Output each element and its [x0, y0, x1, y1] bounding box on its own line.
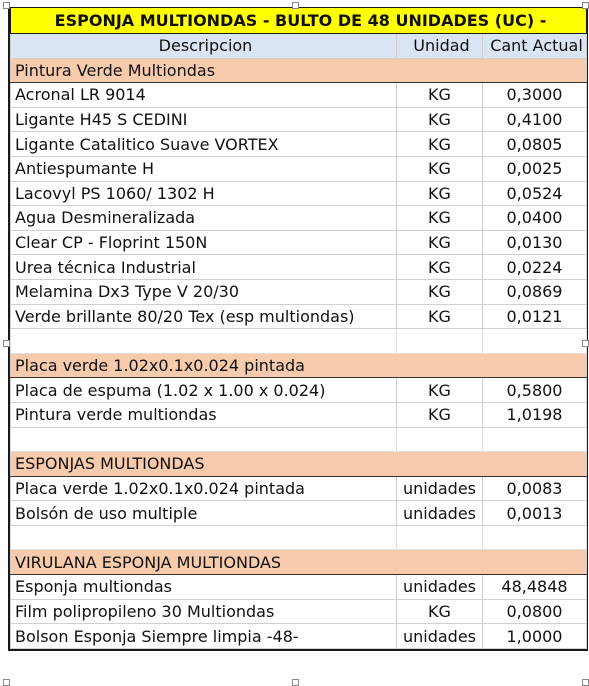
spreadsheet-range [8, 7, 588, 651]
table-row [11, 230, 587, 255]
item-unit[interactable]: unidades [397, 624, 483, 649]
selection-handle[interactable] [582, 340, 589, 347]
selection-handle[interactable] [3, 2, 10, 9]
item-description[interactable]: Agua Desmineralizada [11, 206, 397, 231]
materials-table [10, 7, 587, 649]
table-row [11, 624, 587, 649]
section-title[interactable]: Pintura Verde Multiondas [11, 58, 587, 83]
item-qty[interactable]: 0,0083 [483, 476, 587, 501]
header-unit[interactable]: Unidad [397, 34, 483, 59]
sheet-title[interactable]: ESPONJA MULTIONDAS - BULTO DE 48 UNIDADES (UC) - [11, 8, 587, 34]
item-unit[interactable]: KG [397, 83, 483, 108]
table-row [11, 304, 587, 329]
item-description[interactable]: Bolson Esponja Siempre limpia -48- [11, 624, 397, 649]
item-unit[interactable]: KG [397, 599, 483, 624]
header-qty[interactable]: Cant Actual [483, 34, 587, 59]
table-row [11, 206, 587, 231]
item-unit[interactable]: unidades [397, 575, 483, 600]
header-description[interactable]: Descripcion [11, 34, 397, 59]
item-qty[interactable]: 0,3000 [483, 83, 587, 108]
item-unit[interactable]: KG [397, 402, 483, 427]
item-qty[interactable]: 1,0000 [483, 624, 587, 649]
item-qty[interactable]: 0,0121 [483, 304, 587, 329]
item-unit[interactable]: KG [397, 304, 483, 329]
item-qty[interactable]: 0,5800 [483, 378, 587, 403]
item-qty[interactable]: 1,0198 [483, 402, 587, 427]
empty-cell[interactable] [11, 427, 397, 452]
table-row [11, 255, 587, 280]
item-unit[interactable]: KG [397, 279, 483, 304]
item-description[interactable]: Clear CP - Floprint 150N [11, 230, 397, 255]
title-row [11, 8, 587, 34]
empty-cell[interactable] [11, 329, 397, 354]
item-unit[interactable]: KG [397, 255, 483, 280]
empty-cell[interactable] [397, 427, 483, 452]
item-unit[interactable]: KG [397, 107, 483, 132]
table-row [11, 378, 587, 403]
selection-handle[interactable] [3, 679, 10, 686]
item-qty[interactable]: 0,0869 [483, 279, 587, 304]
table-row [11, 107, 587, 132]
empty-cell[interactable] [11, 525, 397, 550]
item-description[interactable]: Acronal LR 9014 [11, 83, 397, 108]
item-qty[interactable]: 0,4100 [483, 107, 587, 132]
section-title[interactable]: ESPONJAS MULTIONDAS [11, 452, 587, 477]
section-header-row [11, 58, 587, 83]
item-description[interactable]: Ligante H45 S CEDINI [11, 107, 397, 132]
item-description[interactable]: Pintura verde multiondas [11, 402, 397, 427]
table-row [11, 132, 587, 157]
table-row [11, 156, 587, 181]
section-header-row [11, 353, 587, 378]
blank-row [11, 525, 587, 550]
item-description[interactable]: Placa de espuma (1.02 x 1.00 x 0.024) [11, 378, 397, 403]
item-unit[interactable]: KG [397, 132, 483, 157]
item-qty[interactable]: 0,0400 [483, 206, 587, 231]
item-qty[interactable]: 0,0013 [483, 501, 587, 526]
empty-cell[interactable] [483, 329, 587, 354]
item-unit[interactable]: unidades [397, 476, 483, 501]
table-row [11, 599, 587, 624]
selection-handle[interactable] [582, 2, 589, 9]
table-row [11, 476, 587, 501]
selection-handle[interactable] [3, 340, 10, 347]
section-header-row [11, 452, 587, 477]
item-unit[interactable]: unidades [397, 501, 483, 526]
table-row [11, 501, 587, 526]
item-qty[interactable]: 0,0130 [483, 230, 587, 255]
empty-cell[interactable] [483, 525, 587, 550]
item-qty[interactable]: 48,4848 [483, 575, 587, 600]
table-row [11, 83, 587, 108]
table-row [11, 575, 587, 600]
table-row [11, 402, 587, 427]
selection-handle[interactable] [292, 679, 299, 686]
item-qty[interactable]: 0,0805 [483, 132, 587, 157]
item-unit[interactable]: KG [397, 378, 483, 403]
table-row [11, 279, 587, 304]
item-description[interactable]: Urea técnica Industrial [11, 255, 397, 280]
item-description[interactable]: Ligante Catalitico Suave VORTEX [11, 132, 397, 157]
item-description[interactable]: Bolsón de uso multiple [11, 501, 397, 526]
item-unit[interactable]: KG [397, 230, 483, 255]
item-qty[interactable]: 0,0025 [483, 156, 587, 181]
selection-handle[interactable] [582, 679, 589, 686]
item-description[interactable]: Verde brillante 80/20 Tex (esp multiondas) [11, 304, 397, 329]
item-qty[interactable]: 0,0524 [483, 181, 587, 206]
item-qty[interactable]: 0,0224 [483, 255, 587, 280]
blank-row [11, 329, 587, 354]
empty-cell[interactable] [397, 525, 483, 550]
item-unit[interactable]: KG [397, 206, 483, 231]
section-header-row [11, 550, 587, 575]
item-unit[interactable]: KG [397, 156, 483, 181]
item-description[interactable]: Placa verde 1.02x0.1x0.024 pintada [11, 476, 397, 501]
item-unit[interactable]: KG [397, 181, 483, 206]
item-description[interactable]: Melamina Dx3 Type V 20/30 [11, 279, 397, 304]
item-description[interactable]: Film polipropileno 30 Multiondas [11, 599, 397, 624]
item-description[interactable]: Esponja multiondas [11, 575, 397, 600]
blank-row [11, 427, 587, 452]
item-description[interactable]: Antiespumante H [11, 156, 397, 181]
section-title[interactable]: Placa verde 1.02x0.1x0.024 pintada [11, 353, 587, 378]
table-row [11, 181, 587, 206]
section-title[interactable]: VIRULANA ESPONJA MULTIONDAS [11, 550, 587, 575]
selection-handle[interactable] [292, 2, 299, 9]
header-row [11, 34, 587, 59]
item-qty[interactable]: 0,0800 [483, 599, 587, 624]
empty-cell[interactable] [397, 329, 483, 354]
item-description[interactable]: Lacovyl PS 1060/ 1302 H [11, 181, 397, 206]
empty-cell[interactable] [483, 427, 587, 452]
